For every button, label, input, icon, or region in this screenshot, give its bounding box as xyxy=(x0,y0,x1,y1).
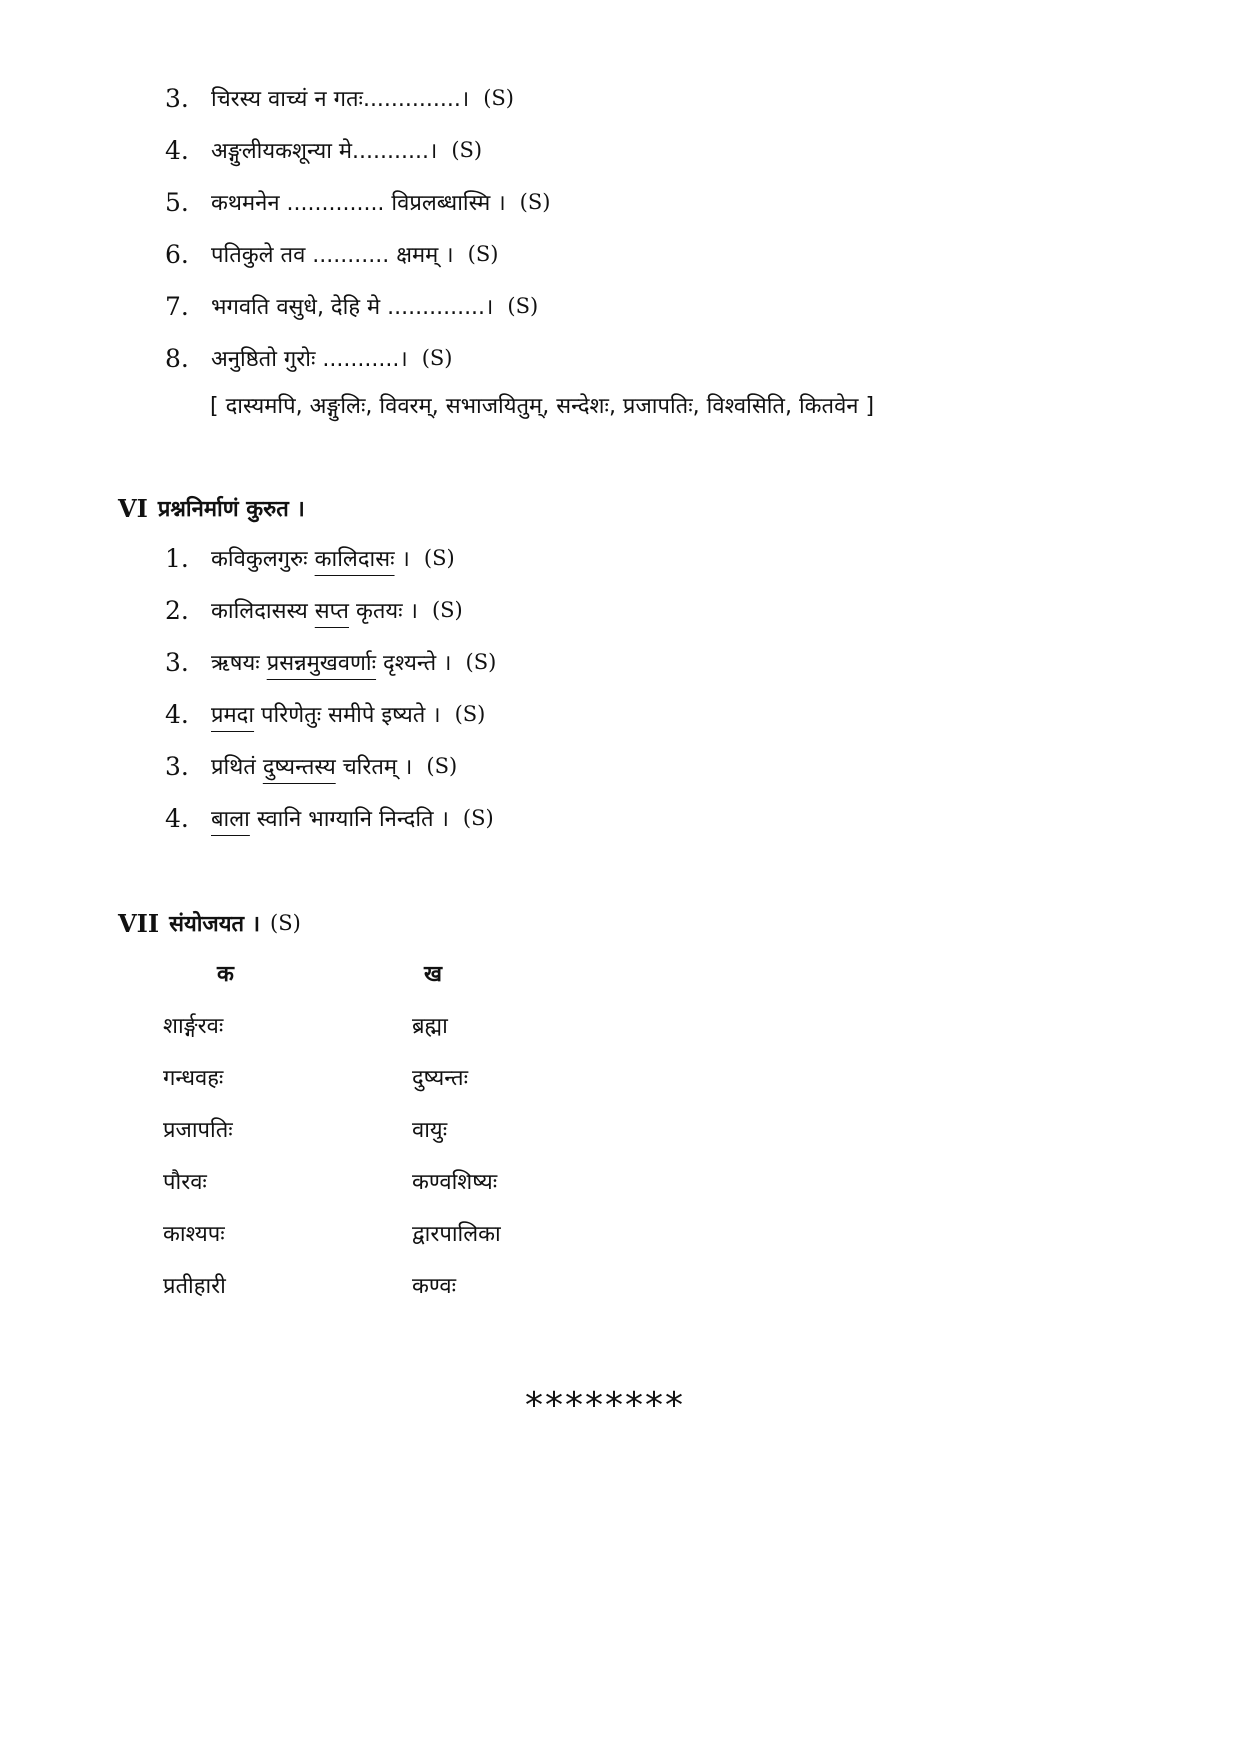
item-text: भगवति वसुधे, देहि मे ..............। xyxy=(211,295,494,320)
column-a-item: शार्ङ्गरवः xyxy=(163,1014,224,1039)
column-b-heading: ख xyxy=(424,962,442,987)
underlined-word: कालिदासः xyxy=(314,547,395,572)
column-b-item: वायुः xyxy=(412,1118,448,1143)
item-tag: (S) xyxy=(465,650,497,674)
item-text: बाला स्वानि भाग्यानि निन्दति । xyxy=(211,807,449,832)
item-number: 5. xyxy=(165,187,189,217)
underlined-word: सप्त xyxy=(314,599,349,624)
column-b-item: ब्रह्मा xyxy=(412,1014,448,1039)
item-text: ऋषयः प्रसन्नमुखवर्णाः दृश्यन्ते । xyxy=(211,651,452,676)
item-number: 3. xyxy=(165,647,189,677)
column-a-item: प्रजापतिः xyxy=(163,1118,233,1143)
column-a-item: गन्धवहः xyxy=(163,1066,224,1091)
column-b-item: द्वारपालिका xyxy=(412,1222,501,1247)
item-tag: (S) xyxy=(454,702,486,726)
item-text: प्रथितं दुष्यन्तस्य चरितम् । xyxy=(211,755,413,780)
question-item xyxy=(165,642,496,682)
item-tag: (S) xyxy=(426,754,458,778)
fill-item-3 xyxy=(165,78,514,118)
section-vii-heading xyxy=(118,903,301,943)
item-number: 1. xyxy=(165,543,189,573)
item-text: कथमनेन .............. विप्रलब्धास्मि । xyxy=(211,191,506,216)
item-tag: (S) xyxy=(423,546,455,570)
question-item xyxy=(165,538,455,578)
item-text: अङ्गुलीयकशून्या मे...........। xyxy=(211,139,438,164)
item-number: 4. xyxy=(165,803,189,833)
column-a-heading: क xyxy=(217,962,234,987)
column-a-item: पौरवः xyxy=(163,1170,207,1195)
item-text: कालिदासस्य सप्त कृतयः । xyxy=(211,599,418,624)
column-b-item: कण्वशिष्यः xyxy=(412,1170,498,1195)
fill-item-7 xyxy=(165,286,538,326)
item-tag: (S) xyxy=(467,242,499,266)
item-number: 3. xyxy=(165,751,189,781)
end-of-paper-marker: ******** xyxy=(525,1385,685,1426)
item-number: 2. xyxy=(165,595,189,625)
item-tag: (S) xyxy=(519,190,551,214)
item-text: कविकुलगुरुः कालिदासः । xyxy=(211,547,410,572)
question-item xyxy=(165,590,463,630)
underlined-word: प्रमदा xyxy=(211,703,255,728)
item-text: अनुष्ठितो गुरोः ...........। xyxy=(211,347,408,372)
fill-item-5 xyxy=(165,182,550,222)
item-text: प्रमदा परिणेतुः समीपे इष्यते । xyxy=(211,703,441,728)
item-tag: (S) xyxy=(431,598,463,622)
item-number: 3. xyxy=(165,83,189,113)
fill-item-6 xyxy=(165,234,498,274)
section-title: प्रश्ननिर्माणं कुरुत । xyxy=(157,497,305,522)
item-text: पतिकुले तव ........... क्षमम् । xyxy=(211,243,454,268)
underlined-word: दुष्यन्तस्य xyxy=(262,755,336,780)
underlined-word: बाला xyxy=(211,807,250,832)
underlined-word: प्रसन्नमुखवर्णाः xyxy=(266,651,377,676)
item-tag: (S) xyxy=(462,806,494,830)
question-item xyxy=(165,798,494,838)
question-item xyxy=(165,746,457,786)
fill-item-4 xyxy=(165,130,482,170)
section-title: संयोजयत । xyxy=(169,912,261,937)
section-vi-heading xyxy=(118,488,305,528)
column-a-item: काश्यपः xyxy=(163,1222,225,1247)
item-number: 4. xyxy=(165,699,189,729)
item-number: 6. xyxy=(165,239,189,269)
item-number: 4. xyxy=(165,135,189,165)
section-tag: (S) xyxy=(270,911,301,935)
item-number: 8. xyxy=(165,343,189,373)
item-text: चिरस्य वाच्यं न गतः..............। xyxy=(211,87,470,112)
section-number: VI xyxy=(118,493,148,523)
item-tag: (S) xyxy=(421,346,453,370)
column-b-item: कण्वः xyxy=(412,1274,457,1299)
word-options-box: [ दास्यमपि, अङ्गुलिः, विवरम्, सभाजयितुम्, सन्देशः, प्रजापतिः, विश्वसिति, कितवेन ] xyxy=(210,394,875,419)
column-a-item: प्रतीहारी xyxy=(163,1274,226,1299)
item-tag: (S) xyxy=(507,294,539,318)
column-b-item: दुष्यन्तः xyxy=(412,1066,469,1091)
item-tag: (S) xyxy=(451,138,483,162)
question-item xyxy=(165,694,485,734)
item-number: 7. xyxy=(165,291,189,321)
fill-item-8 xyxy=(165,338,452,378)
section-number: VII xyxy=(118,908,160,938)
item-tag: (S) xyxy=(483,86,514,110)
